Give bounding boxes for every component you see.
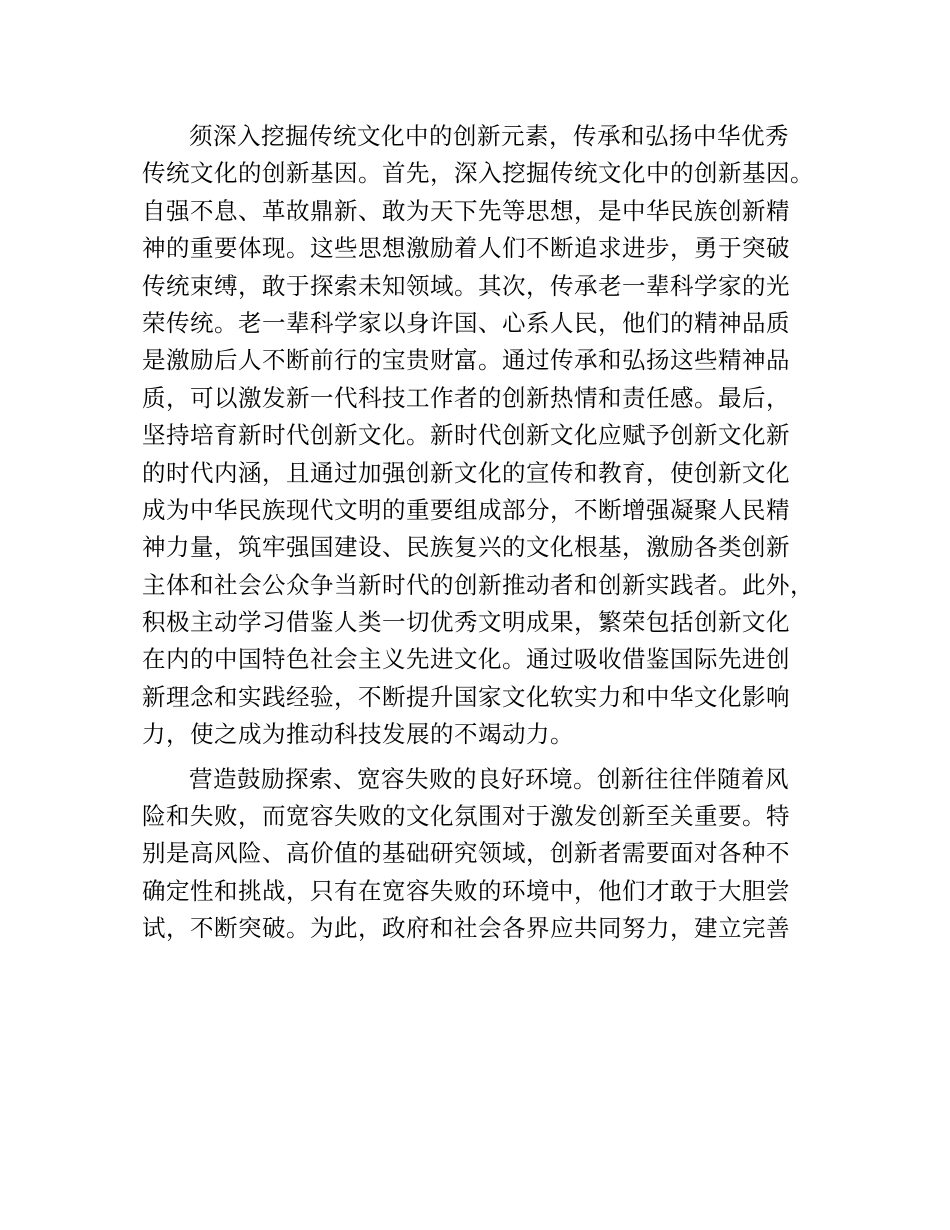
- text-line: 的时代内涵，且通过加强创新文化的宣传和教育，使创新文化: [142, 458, 790, 487]
- text-line: 主体和社会公众争当新时代的创新推动者和创新实践者。此外，: [142, 570, 814, 599]
- text-line: 质，可以激发新一代科技工作者的创新热情和责任感。最后，: [142, 383, 790, 412]
- text-line: 力，使之成为推动科技发展的不竭动力。: [142, 720, 574, 749]
- text-line: 确定性和挑战，只有在宽容失败的环境中，他们才敢于大胆尝: [142, 876, 790, 905]
- document-body: [142, 118, 832, 948]
- text-line: 积极主动学习借鉴人类一切优秀文明成果，繁荣包括创新文化: [142, 608, 790, 637]
- text-line: 是激励后人不断前行的宝贵财富。通过传承和弘扬这些精神品: [142, 346, 790, 375]
- text-line: 营造鼓励探索、宽容失败的良好环境。创新往往伴随着风: [189, 764, 789, 793]
- text-line: 神力量，筑牢强国建设、民族复兴的文化根基，激励各类创新: [142, 533, 790, 562]
- paragraph-spacer: [142, 754, 832, 761]
- text-line: 传统束缚，敢于探索未知领域。其次，传承老一辈科学家的光: [142, 271, 790, 300]
- paragraph-2: [142, 761, 832, 948]
- text-line: 成为中华民族现代文明的重要组成部分，不断增强凝聚人民精: [142, 495, 790, 524]
- text-line: 在内的中国特色社会主义先进文化。通过吸收借鉴国际先进创: [142, 645, 790, 674]
- text-line: 自强不息、革故鼎新、敢为天下先等思想，是中华民族创新精: [142, 196, 790, 225]
- text-line: 新理念和实践经验，不断提升国家文化软实力和中华文化影响: [142, 682, 790, 711]
- paragraph-1: [142, 118, 832, 754]
- text-line: 试，不断突破。为此，政府和社会各界应共同努力，建立完善: [142, 914, 790, 943]
- text-line: 险和失败，而宽容失败的文化氛围对于激发创新至关重要。特: [142, 802, 790, 831]
- text-line: 荣传统。老一辈科学家以身许国、心系人民，他们的精神品质: [142, 308, 790, 337]
- text-line: 坚持培育新时代创新文化。新时代创新文化应赋予创新文化新: [142, 421, 790, 450]
- text-line: 神的重要体现。这些思想激励着人们不断追求进步，勇于突破: [142, 234, 790, 263]
- text-line: 须深入挖掘传统文化中的创新元素，传承和弘扬中华优秀: [189, 122, 789, 150]
- text-line: 传统文化的创新基因。首先，深入挖掘传统文化中的创新基因。: [142, 159, 814, 188]
- text-line: 别是高风险、高价值的基础研究领域，创新者需要面对各种不: [142, 839, 790, 868]
